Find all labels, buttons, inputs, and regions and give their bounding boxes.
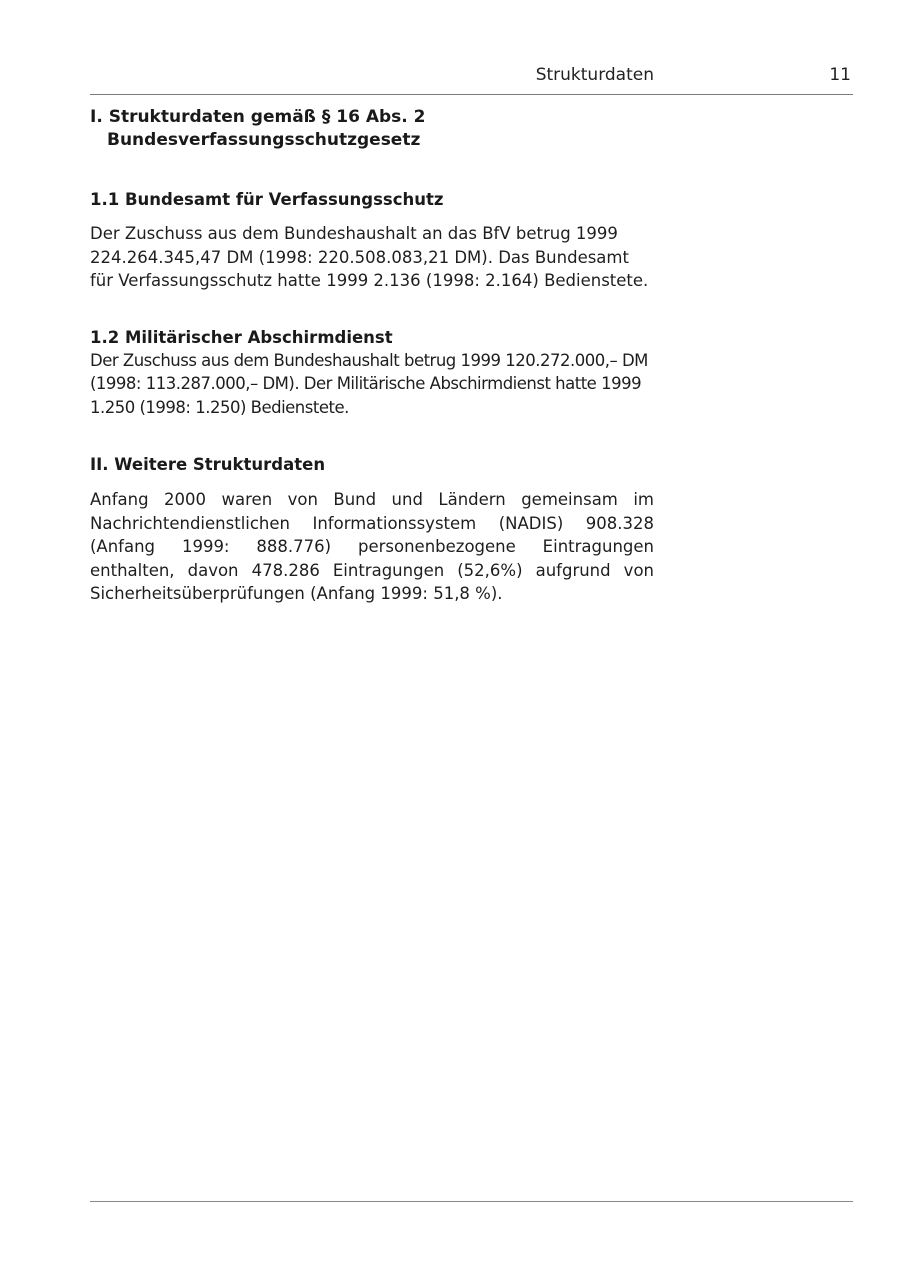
section-body-mad: Der Zuschuss aus dem Bundeshaushalt betrug 1999 120.272.000,– DM (1998: 113.287.000,– DM). Der Militärische Abschirmdienst hatte 1999 1.250 (1998: 1.250) Bedienstete. [90,350,648,417]
main-title [90,106,654,152]
running-title: Strukturdaten [535,65,654,85]
main-title-line-1: I. Strukturdaten gemäß § 16 Abs. 2 [90,107,426,127]
page-number: 11 [829,65,851,85]
section-heading-mad: 1.2 Militärischer Abschirmdienst [90,327,393,347]
section-body-bfv: Der Zuschuss aus dem Bundeshaushalt an das BfV betrug 1999 224.264.345,47 DM (1998: 220.508.083,21 DM). Das Bundesamt für Verfassungsschutz hatte 1999 2.136 (1998: 2.164) Bedienstete. [90,224,649,290]
main-title-line-2: Bundesverfassungsschutzgesetz [107,130,421,150]
footer-rule [90,1201,853,1202]
page-content [90,106,654,606]
section-heading-bfv: 1.1 Bundesamt für Verfassungsschutz [90,190,444,209]
section-body-weitere: Anfang 2000 waren von Bund und Ländern gemeinsam im Nachrichtendienstlichen Informationssystem (NADIS) 908.328 (Anfang 1999: 888.776) personenbezogene Eintragungen enthalten, davon 478.286 Eintragungen (52,6%) aufgrund von Sicherheitsüberprüfungen (Anfang 1999: 51,8 %). [90,490,654,603]
page-header [90,64,853,95]
section-heading-weitere: II. Weitere Strukturdaten [90,455,326,474]
